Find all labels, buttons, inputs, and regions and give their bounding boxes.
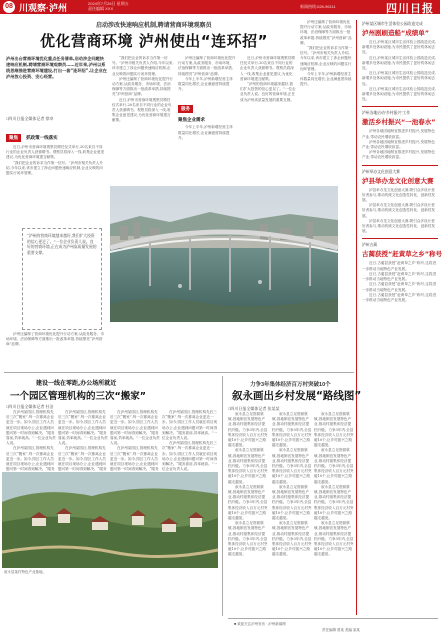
paragraph: 近日,古蔺县获授“赶黄草之乡”称号,这将进一步推动当地特色产业发展。 (362, 292, 437, 302)
footer-line: ■ 欢迎关注泸州发布 · 泸州新闻网 (234, 622, 286, 626)
paragraph: 在泸州某园区,管理机构先后三次“搬家”,每一次都离企业更近一步。如今,园区工作人员就在项目现场办公,企业遇到问题可第一时间得到解决。“服务 (58, 446, 107, 472)
left-story-byline: □四川日报全媒体记者 杜洁 (6, 404, 54, 409)
paragraph: 在泸州某园区,管理机构先后三次“搬家”,每一次都离企业更近一步。如今,园区工作人员就在项目现场办公,企业遇到问题可第一时间得到解决。“服务 (110, 446, 159, 472)
paragraph: 叙永县立足资源禀赋,因地制宜发展特色产业,推动村级集体经济提档升级。力争3年内,全县集体经济收入百万元村突破10个,让乡村振兴之路越走越宽。 (314, 448, 354, 484)
paragraph: 在泸州某园区,管理机构先后三次“搬家”,每一次都离企业更近一步。如今,园区工作人员就在项目现场办公,企业遇到问题可第一时间得到解决。“服务靠前,效率就高。”一位企业负责人说。 (162, 410, 218, 441)
bottom-story-kicker: 力争3年集体经济百万村突破10个 (250, 382, 331, 388)
paragraph: 叙永县立足资源禀赋,因地制宜发展特色产业,推动村级集体经济提档升级。力争3年内,全县集体经济收入百万元村突破10个,让乡村振兴之路越走越宽。 (272, 521, 312, 557)
bottom-story-col-1 (228, 412, 268, 618)
paragraph: 泸州还编制了营商环境优化提升行动方案,从政务服务、市场环境、法治保障等方面推出一批改革举措,持续擦亮“泸州营商”品牌。 (178, 56, 236, 76)
paragraph: 近日,泸州某区城市生活体验公园改造完成,新增多处休闲设施,为市民提供了更好的休闲去处。 (362, 55, 436, 71)
paragraph: 近日,泸州市营商环境观察员聘任仪式举行,20名来自不同行业的企业负责人获颁聘书。观察员将深入一线,收集企业意见建议,为优化营商环境建言献策。 (6, 145, 105, 160)
main-column-1 (6, 124, 106, 224)
paragraph: 近日,泸州市营商环境观察员聘任仪式举行,20名来自不同行业的企业负责人获颁聘书。观察员将深入一线,收集企业意见建议,为优化营商环境建言献策。 (240, 56, 295, 81)
paragraph: 泸州还编制了营商环境优化提升行动方案,从政务服务、市场环境、法治保障等方面推出一批改革举措,持续擦亮“泸州营商”品牌。 (300, 20, 352, 45)
paragraph: 叙永县立足资源禀赋,因地制宜发展特色产业,推动村级集体经济提档升级。力争3年内,全县集体经济收入百万元村突破10个,让乡村振兴之路越走越宽。 (228, 412, 268, 448)
footer-rule (228, 618, 438, 619)
bottom-story-col-2 (272, 412, 312, 618)
page-number: 08 (3, 1, 15, 13)
village-photo (2, 472, 218, 568)
sidebar-divider (362, 165, 438, 166)
section-tag: 服务 (178, 105, 193, 113)
paragraph: 在泸州某园区,管理机构先后三次“搬家”,每一次都离企业更近一步。如今,园区工作人员就在项目现场办公,企业遇到问题可第一时间得到解决。“服务靠前,效率就高。”一位企业负责人说。 (162, 441, 218, 472)
sidebar-kicker-2: 泸州各地启动“乡村振兴”工作 (362, 111, 411, 116)
section-divider (4, 372, 354, 373)
paragraph: 叙永县立足资源禀赋,因地制宜发展特色产业,推动村级集体经济提档升级。力争3年内,全县集体经济收入百万元村突破10个,让乡村振兴之路越走越宽。 (272, 448, 312, 484)
pull-quote-box (22, 228, 102, 330)
paragraph: 叙永县立足资源禀赋,因地制宜发展特色产业,推动村级集体经济提档升级。力争3年内,全县集体经济收入百万元村突破10个,让乡村振兴之路越走越宽。 (272, 484, 312, 521)
section-subhead: 抓政策一线落实 (26, 135, 58, 140)
section-title: 川观察·泸州 (19, 3, 67, 13)
left-story-headline-1: 建设一线在零距,办公场所就近 (36, 380, 117, 387)
paragraph: “我们把企业的诉求当作第一信号。”泸州市相关负责人介绍,今年以来,该市建立了涉企问题快速响应机制,企业反映的问题实行闭环管理。 (300, 46, 352, 71)
sidebar-kicker-1: 泸州某区城市生活体验公园改造完成 (362, 22, 423, 26)
section-subhead: 聚焦企业需求 (178, 117, 205, 123)
main-byline: □四川日报全媒体记者 徐卓 (6, 116, 54, 121)
paragraph: 叙永县立足资源禀赋,因地制宜发展特色产业,推动村级集体经济提档升级。力争3年内,全县集体经济收入百万元村突破10个,让乡村振兴之路越走越宽。 (272, 412, 312, 448)
left-story-headline-2: 一个园区管理机构的三次“搬家” (10, 391, 146, 402)
bridge-illustration (110, 186, 338, 322)
paragraph: “泸州的营商环境越来越好,我们扩大投资的信心更足了。”一位企业负责人说。良好的营商环境,正在成为泸州高质量发展的重要支撑。 (240, 82, 296, 102)
main-lead: 泸州出台营商环境优化重点任务清单,启动涉企问题快速响应机制,聘请营商环境观察员……近年来,泸州以系统思维推进营商环境建设,打出一套“连环招”,让企业在泸州放心投资、安心经营。 (6, 56, 107, 79)
sidebar-divider (362, 106, 438, 107)
newspaper-logo: 四川日报 (386, 2, 434, 15)
left-story-col-2 (58, 410, 108, 472)
bottom-story-col-3 (314, 412, 354, 618)
sidebar-divider (362, 238, 438, 239)
main-column-3 (178, 56, 236, 184)
sidebar-kicker-4: 泸州古蔺 (362, 243, 378, 248)
hotline: 新闻热线:028-96111 (300, 4, 336, 9)
village-illustration (2, 472, 218, 568)
paragraph: 近日,古蔺县获授“赶黄草之乡”称号,这将进一步推动当地特色产业发展。 (362, 282, 437, 292)
paragraph: 今年上半年,泸州新增经营主体数量同比增长,企业满意度持续提升。 (178, 125, 233, 140)
paragraph: 叙永县立足资源禀赋,因地制宜发展特色产业,推动村级集体经济提档升级。力争3年内,全县集体经济收入百万元村突破10个,让乡村振兴之路越走越宽。 (228, 521, 268, 557)
paragraph: 泸州还编制了营商环境优化提升行动方案,从政务服务、市场环境、法治保障等方面推出一批改革举措,持续擦亮“泸州营商”品牌。 (112, 76, 173, 97)
paragraph: 泸州各地因地制宜推进乡村振兴,发展特色产业,带动农民增收致富。 (362, 150, 435, 160)
left-story-col-3 (110, 410, 160, 472)
paragraph: 叙永县立足资源禀赋,因地制宜发展特色产业,推动村级集体经济提档升级。力争3年内,全县集体经济收入百万元村突破10个,让乡村振兴之路越走越宽。 (228, 448, 268, 484)
paragraph: 近日,泸州某区城市生活体验公园改造完成,新增多处休闲设施,为市民提供了更好的休闲去处。 (362, 71, 436, 86)
paragraph: 近日,泸州某区城市生活体验公园改造完成,新增多处休闲设施,为市民提供了更好的休闲去处。 (362, 86, 436, 102)
left-story-col-1 (6, 410, 56, 472)
right-sidebar (362, 22, 442, 618)
paragraph: “我们把企业的诉求当作第一信号。”泸州市相关负责人介绍,今年以来,该市建立了涉企问题快速响应机制,企业反映的问题实行闭环管理。 (112, 56, 174, 76)
paragraph: 近日,古蔺县获授“赶黄草之乡”称号,这将进一步推动当地特色产业发展。 (362, 261, 437, 271)
paragraph: 在泸州某园区,管理机构先后三次“搬家”,每一次都离企业更近一步。如今,园区工作人员就在项目现场办公,企业遇到问题可第一时间得到解决。“服务靠前,效率就高。”一位企业负责人说。 (6, 410, 56, 446)
left-story-col-4 (162, 410, 218, 472)
paragraph: 泸县举办龙文化创意大赛,吸引众多设计爱好者参与,推动传统文化创造性转化、创新性发展。 (362, 218, 436, 234)
main-headline: 优化营商环境 泸州使出“连环招” (40, 32, 268, 50)
paragraph: 叙永县立足资源禀赋,因地制宜发展特色产业,推动村级集体经济提档升级。力争3年内,全县集体经济收入百万元村突破10个,让乡村振兴之路越走越宽。 (314, 412, 354, 448)
bottom-story-headline: 叙永画出乡村发展“路线图” (232, 390, 362, 402)
date-line: 2024年7月26日 星期五 责任编辑 XXX (88, 1, 129, 11)
paragraph: 在泸州某园区,管理机构先后三次“搬家”,每一次都离企业更近一步。如今,园区工作人员就在项目现场办公,企业遇到问题可第一时间得到解决。“服务靠前,效率就高。”一位企业负责人说。 (110, 410, 160, 446)
bottom-story-byline: □四川日报全媒体记者 张某某 (228, 406, 280, 411)
main-column-2 (112, 56, 174, 184)
paragraph: 近日,古蔺县获授“赶黄草之乡”称号,这将进一步推动当地特色产业发展。 (362, 271, 437, 282)
footer-editor: 责任编辑 曾某 美编 某某 (322, 628, 360, 632)
paragraph: 在泸州某园区,管理机构先后三次“搬家”,每一次都离企业更近一步。如今,园区工作人员就在项目现场办公,企业遇到问题可第一时间得到解决。“服务 (6, 446, 55, 472)
sidebar-headline-4: 古蔺获授“赶黄草之乡”称号 (362, 250, 442, 259)
main-kicker: 启动涉改快速响应机制,聘请营商环境观察员 (96, 23, 212, 29)
paragraph: 今年上半年,泸州新增经营主体数量同比增长,企业满意度持续提升。 (300, 72, 352, 87)
sidebar-headline-3: 泸县举办龙文化创意大赛 (362, 176, 434, 185)
main-column-4 (240, 56, 296, 184)
main-column-5 (300, 20, 352, 184)
paragraph: 叙永县立足资源禀赋,因地制宜发展特色产业,推动村级集体经济提档升级。力争3年内,全县集体经济收入百万元村突破10个,让乡村振兴之路越走越宽。 (314, 484, 354, 521)
paragraph: 在泸州某园区,管理机构先后三次“搬家”,每一次都离企业更近一步。如今,园区工作人员就在项目现场办公,企业遇到问题可第一时间得到解决。“服务靠前,效率就高。”一位企业负责人说。 (58, 410, 108, 446)
sidebar-headline-1: 泸州剧刷造船“成绩单” (362, 29, 430, 37)
paragraph: 泸县举办龙文化创意大赛,吸引众多设计爱好者参与,推动传统文化创造性转化、创新性发展。 (362, 187, 436, 203)
main-column-1b (6, 332, 106, 368)
paragraph: 泸州还编制了营商环境优化提升行动方案,从政务服务、市场环境、法治保障等方面推出一批改革举措,持续擦亮“泸州营商”品牌。 (6, 332, 104, 347)
paragraph: 泸县举办龙文化创意大赛,吸引众多设计爱好者参与,推动传统文化创造性转化、创新性发展。 (362, 203, 436, 218)
sidebar-kicker-3: 泸州举办文化创意大赛 (362, 169, 400, 174)
paragraph: 今年上半年,泸州新增经营主体数量同比增长,企业满意度持续提升。 (178, 76, 233, 92)
paragraph: 叙永县立足资源禀赋,因地制宜发展特色产业,推动村级集体经济提档升级。力争3年内,全县集体经济收入百万元村突破10个,让乡村振兴之路越走越宽。 (314, 521, 354, 557)
pull-quote: “泸州的营商环境越来越好,我们扩大投资的信心更足了。”一位企业负责人说。良好的营商环境,正在成为泸州高质量发展的重要支撑。 (27, 233, 97, 255)
sidebar-headline-2: 激活乡村振兴“一池春水” (362, 118, 436, 127)
paragraph: 泸州各地因地制宜推进乡村振兴,发展特色产业,带动农民增收致富。 (362, 139, 435, 150)
paragraph: 近日,泸州市营商环境观察员聘任仪式举行,20名来自不同行业的企业负责人获颁聘书。观察员将深入一线,收集企业意见建议,为优化营商环境建言献策。 (112, 97, 172, 123)
paragraph: “我们把企业的诉求当作第一信号。”泸州市相关负责人介绍,今年以来,该市建立了涉企问题快速响应机制,企业反映的问题实行闭环管理。 (6, 160, 103, 176)
column-divider (356, 20, 357, 615)
paragraph: 泸州各地因地制宜推进乡村振兴,发展特色产业,带动农民增收致富。 (362, 129, 435, 139)
column-divider (222, 376, 223, 616)
page-header (0, 0, 440, 14)
paragraph: 叙永县立足资源禀赋,因地制宜发展特色产业,推动村级集体经济提档升级。力争3年内,全县集体经济收入百万元村突破10个,让乡村振兴之路越走越宽。 (228, 484, 268, 521)
bridge-photo (110, 186, 338, 322)
section-tag: 聚焦 (6, 134, 21, 142)
paragraph: 近日,泸州某区城市生活体验公园改造完成,新增多处休闲设施,为市民提供了更好的休闲去处。 (362, 40, 436, 55)
photo-caption: 叙永县某村特色产业基地。 (4, 570, 46, 574)
